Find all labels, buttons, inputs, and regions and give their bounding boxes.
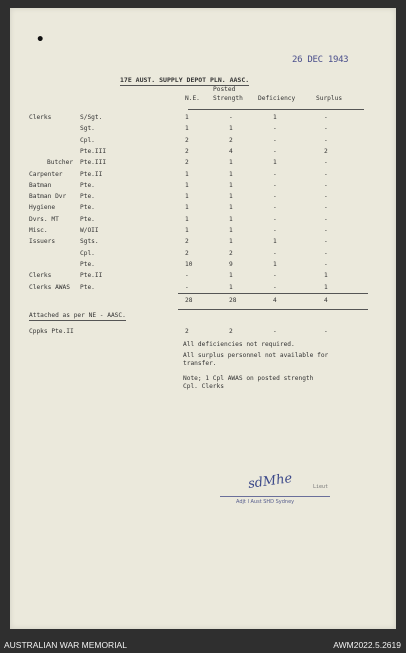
row-posted: 1	[229, 215, 233, 223]
row-ne: 1	[185, 114, 189, 121]
row-surplus: -	[324, 125, 328, 133]
row-ne: 1	[185, 181, 189, 189]
row-ne: 10	[185, 260, 193, 268]
row-posted: 1	[229, 193, 233, 201]
note-line: transfer.	[183, 360, 217, 367]
table-row	[10, 238, 396, 249]
row-rank: Pte.III	[80, 159, 107, 167]
attached-heading: Attached as per NE - AASC.	[29, 312, 126, 319]
table-row	[10, 148, 396, 159]
row-deficiency: -	[273, 204, 277, 212]
row-posted: 2	[229, 249, 233, 257]
row-posted: 1	[229, 170, 233, 178]
archive-footer	[0, 636, 406, 653]
footer-catalog-number: AWM2022.5.2619	[333, 640, 401, 650]
attached-deficiency: -	[273, 328, 277, 335]
row-surplus: -	[324, 260, 328, 268]
row-role: Clerks	[29, 114, 52, 121]
row-posted: 4	[229, 147, 233, 155]
row-ne: 2	[185, 136, 189, 144]
row-surplus: -	[324, 114, 328, 121]
note-line: Cpl. Clerks	[183, 383, 224, 390]
row-deficiency: -	[273, 181, 277, 189]
header-ne: N.E.	[185, 95, 200, 102]
row-surplus: -	[324, 193, 328, 201]
row-surplus: -	[324, 136, 328, 144]
row-ne: -	[185, 283, 189, 291]
row-deficiency: -	[273, 249, 277, 257]
row-rank: Pte.	[80, 283, 95, 291]
note-line: All surplus personnel not available for	[183, 352, 329, 359]
table-row	[10, 182, 396, 193]
attached-posted: 2	[229, 328, 233, 335]
table-row	[10, 250, 396, 261]
table-row	[10, 204, 396, 215]
row-role: Issuers	[29, 238, 56, 246]
total-deficiency: 4	[273, 297, 277, 304]
document-title: 17E AUST. SUPPLY DEPOT PLN. AASC.	[120, 76, 250, 84]
row-surplus: -	[324, 249, 328, 257]
row-rank: Sgts.	[80, 238, 99, 246]
row-rank: Pte.II	[80, 170, 103, 178]
attached-surplus: -	[324, 328, 328, 335]
table-row	[10, 125, 396, 136]
note-line: All deficiencies not required.	[183, 341, 295, 348]
row-surplus: -	[324, 204, 328, 212]
row-ne: 1	[185, 193, 189, 201]
header-underline	[188, 109, 364, 110]
totals-row	[10, 297, 396, 308]
total-ne: 28	[185, 297, 193, 304]
row-surplus: 2	[324, 147, 328, 155]
row-ne: 1	[185, 227, 189, 234]
table-row	[10, 272, 396, 283]
totals-rule-bottom	[178, 309, 368, 310]
row-surplus: -	[324, 159, 328, 167]
row-posted: 1	[229, 204, 233, 212]
row-ne: 2	[185, 147, 189, 155]
row-rank: S/Sgt.	[80, 114, 103, 121]
table-row	[10, 216, 396, 227]
table-row	[10, 227, 396, 238]
row-posted: 1	[229, 272, 233, 280]
table-row	[10, 137, 396, 148]
row-rank: Pte.III	[80, 147, 107, 155]
row-posted: 1	[229, 227, 233, 234]
ink-mark: •	[36, 32, 45, 48]
signature-rank: Lieut	[313, 484, 329, 490]
row-role: Batman Dvr	[29, 193, 67, 201]
row-ne: 2	[185, 238, 189, 246]
row-surplus: 1	[324, 283, 328, 291]
row-surplus: -	[324, 181, 328, 189]
row-rank: Pte.	[80, 260, 95, 268]
table-row	[10, 159, 396, 170]
row-ne: 1	[185, 215, 189, 223]
row-rank: W/OII	[80, 227, 99, 234]
note-line: Note; 1 Cpl AWAS on posted strength	[183, 375, 314, 382]
signature-stamp: Adjt I Aust SHD Sydney	[236, 499, 295, 505]
row-role: Butcher	[47, 159, 74, 167]
row-role: Carpenter	[29, 170, 63, 178]
header-surplus: Surplus	[316, 95, 343, 102]
row-ne: 2	[185, 159, 189, 167]
totals-rule-top	[178, 293, 368, 294]
row-deficiency: -	[273, 227, 277, 234]
handwritten-signature: sdMhe	[247, 470, 294, 493]
row-role: Misc.	[29, 227, 48, 234]
row-ne: 2	[185, 249, 189, 257]
table-row	[10, 261, 396, 272]
row-ne: -	[185, 272, 189, 280]
row-posted: -	[229, 114, 233, 121]
row-deficiency: -	[273, 136, 277, 144]
table-row	[10, 171, 396, 182]
row-posted: 1	[229, 125, 233, 133]
total-surplus: 4	[324, 297, 328, 304]
row-posted: 1	[229, 181, 233, 189]
row-deficiency: -	[273, 215, 277, 223]
header-posted: Posted	[213, 86, 236, 93]
attached-role: Cppks Pte.II	[29, 328, 74, 335]
row-surplus: -	[324, 215, 328, 223]
row-surplus: -	[324, 227, 328, 234]
row-posted: 1	[229, 159, 233, 167]
total-posted: 28	[229, 297, 237, 304]
row-surplus: -	[324, 238, 328, 246]
row-rank: Pte.II	[80, 272, 103, 280]
row-rank: Pte.	[80, 204, 95, 212]
table-row	[10, 114, 396, 125]
row-ne: 1	[185, 170, 189, 178]
row-role: Clerks	[29, 272, 52, 280]
row-rank: Cpl.	[80, 249, 95, 257]
row-rank: Pte.	[80, 215, 95, 223]
row-deficiency: -	[273, 170, 277, 178]
attached-ne: 2	[185, 328, 189, 335]
row-deficiency: 1	[273, 114, 277, 121]
row-role: Batman	[29, 181, 52, 189]
row-rank: Pte.	[80, 181, 95, 189]
document-page	[10, 8, 396, 629]
header-strength: Strength	[213, 95, 243, 102]
footer-institution: AUSTRALIAN WAR MEMORIAL	[4, 640, 127, 650]
row-role: Clerks AWAS	[29, 283, 70, 291]
row-deficiency: -	[273, 147, 277, 155]
row-posted: 1	[229, 283, 233, 291]
row-ne: 1	[185, 125, 189, 133]
row-surplus: -	[324, 170, 328, 178]
row-ne: 1	[185, 204, 189, 212]
row-deficiency: 1	[273, 238, 277, 246]
date-stamp: 26 DEC 1943	[292, 55, 349, 65]
table-row	[10, 193, 396, 204]
row-deficiency: -	[273, 125, 277, 133]
row-deficiency: 1	[273, 159, 277, 167]
row-rank: Sgt.	[80, 125, 95, 133]
row-surplus: 1	[324, 272, 328, 280]
attached-row	[10, 328, 396, 339]
row-role: Hygiene	[29, 204, 56, 212]
row-deficiency: -	[273, 193, 277, 201]
row-rank: Cpl.	[80, 136, 95, 144]
row-posted: 9	[229, 260, 233, 268]
row-posted: 1	[229, 238, 233, 246]
row-deficiency: 1	[273, 260, 277, 268]
row-deficiency: -	[273, 272, 277, 280]
header-deficiency: Deficiency	[258, 95, 296, 102]
row-deficiency: -	[273, 283, 277, 291]
row-rank: Pte.	[80, 193, 95, 201]
row-posted: 2	[229, 136, 233, 144]
signature-line	[220, 496, 330, 497]
row-role: Dvrs. MT	[29, 215, 59, 223]
